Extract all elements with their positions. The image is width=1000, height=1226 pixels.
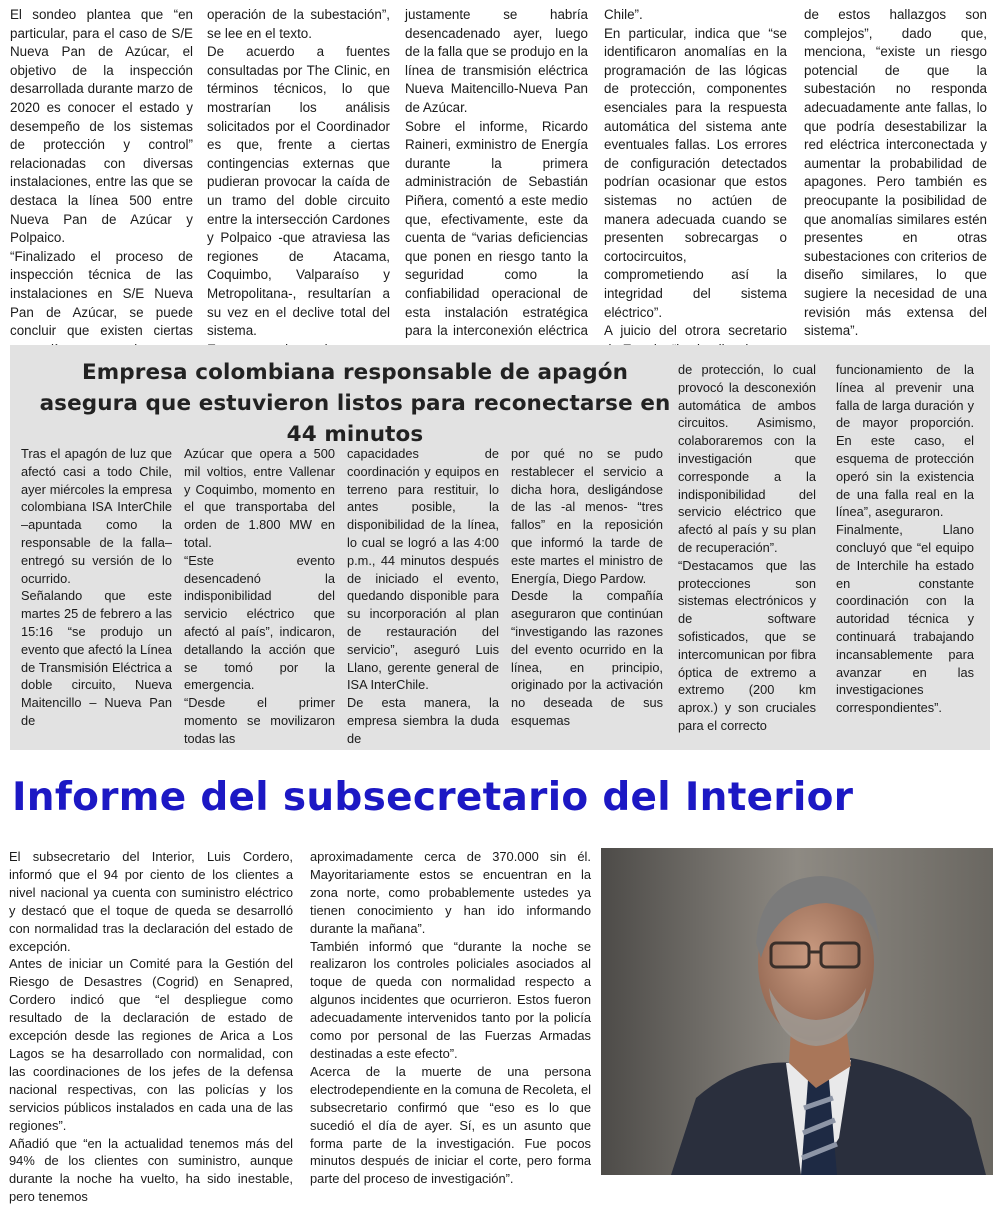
- paragraph: “Finalizado el proceso de inspección técnica de las instalaciones en S/E Nueva Pan de Azúcar, se puede concluir que existen ciertas: [10, 248, 193, 339]
- paragraph: Tras el apagón de luz que afectó casi a todo Chile, ayer miércoles la empresa colombiana ISA InterChile –apuntada como la responsable de la falla– entregó su versión de lo ocurrido.: [21, 446, 172, 586]
- paragraph: de protección, lo cual provocó la desconexión automática de ambos circuitos. Asimismo, colaboraremos con la investigación que corresponde a la indisponibilidad del servicio eléctrico que afectó al país y su plan de recuperación”.: [678, 362, 816, 555]
- box-article: [10, 345, 990, 750]
- paragraph: Desde la compañía aseguraron que continúan “investigando las razones del evento ocurrido en la línea, en principio, originado por la activación no deseada de sus esquemas: [511, 588, 663, 728]
- box-article-column-5: [678, 361, 816, 735]
- box-article-column-2: [184, 445, 335, 748]
- paragraph: En particular, indica que “se identificaron anomalías en la programación de las lógicas de protección, componentes esenciales para la respuesta automática del sistema ante eventuales fallas. Los errores de configuración detectados podrían ocasionar que estos sistemas no actúen de manera adecuada cuando se presenten sobrecargas o cortocircuitos, comprometiendo así la integridad del sistema eléctrico”.: [604, 25, 787, 320]
- paragraph: De acuerdo a fuentes consultadas por The Clinic, en términos técnicos, lo que mostrarían los análisis solicitados por el Coordinador es que, frente a ciertas contingencias externas que pudieran provocar la caída de un tramo del doble circuito entre la intersección Cardones y Polpaico -que atraviesa las regiones de Atacama, Coquimbo, Valparaíso y Metropolitana-, resultarían a su vez en el declive total del sistema.: [207, 44, 390, 339]
- portrait-photo: [601, 848, 993, 1175]
- paragraph: De esta manera, la empresa siembra la duda de: [347, 695, 499, 746]
- paragraph: El subsecretario del Interior, Luis Cordero, informó que el 94 por ciento de los clientes a nivel nacional ya cuenta con suministro eléctrico y destacó que el toque de queda se desarrolló con normalidad tras la declaración del estado de excepción.: [9, 849, 293, 954]
- paragraph: También informó que “durante la noche se realizaron los controles policiales asociados al toque de queda con normalidad respecto a algunos incidentes que ocurrieron. Estos fueron adecuadamente intervenidos tanto por la policía como por personal de las Fuerzas Armadas destinadas a este efecto”.: [310, 938, 591, 1061]
- top-article-column-1: [10, 6, 193, 378]
- top-article-column-4: [604, 6, 787, 359]
- paragraph: por qué no se pudo restablecer el servicio a dicha hora, desligándose de las -al menos- “tres fallos” en la reposición que informó la tarde de este martes el ministro de Energía, Diego Pardow.: [511, 446, 663, 586]
- paragraph: El sondeo plantea que “en particular, para el caso de S/E Nueva Pan de Azúcar, el objetivo de la inspección desarrollada durante marzo de 2020 es conocer el estado y desempeño de los sistemas de protección y control” relacionadas con diversas instalaciones, entre las que se destaca la línea 500 entre Nueva Pan de Azúcar y Polpaico.: [10, 7, 193, 246]
- paragraph: de estos hallazgos son complejos”, dado que, menciona, “existe un riesgo potencial de que la subestación no responda adecuadamente ante fallas, lo que podría desestabilizar la red eléctrica interconectada y aumentar la probabilidad de apagones. Pero también es preocupante la posibilidad de que anomalías similares estén presentes en otras subestaciones con criterios de diseño similares, lo que sugiere la necesidad de una revisión más extensa del sistema”.: [804, 7, 987, 339]
- portrait-illustration: [601, 848, 993, 1175]
- paragraph: Chile”.: [604, 7, 643, 22]
- paragraph: “Este evento desencadenó la indisponibilidad del servicio eléctrico que afectó al país”, indicaron, detallando la acción que se tomó por la emergencia.: [184, 552, 335, 693]
- paragraph: operación de la subestación”, se lee en el texto.: [207, 7, 390, 41]
- box-article-column-1: [21, 445, 172, 730]
- top-article-column-3: [405, 6, 588, 359]
- paragraph: Acerca de la muerte de una persona electrodependiente en la comuna de Recoleta, el subsecretario confirmó que “eso es lo que sucedió el día de ayer. Sí, es un asunto que forma parte de la investigación. Fue pocos minutos después de iniciar el corte, pero forma parte del proceso de investigación”.: [310, 1063, 591, 1187]
- box-article-column-6: [836, 361, 974, 717]
- bottom-article-column-2: [310, 848, 591, 1188]
- box-article-headline: Empresa colombiana responsable de apagón asegura que estuvieron listos para reconectarse en 44 minutos: [39, 360, 671, 447]
- box-article-column-4: [511, 445, 663, 730]
- box-article-column-3: [347, 445, 499, 748]
- paragraph: Añadió que “en la actualidad tenemos más del 94% de los clientes con suministro, aunque durante la noche ha vuelto, ha sido inestable, pero tenemos: [9, 1135, 293, 1205]
- paragraph: Señalando que este martes 25 de febrero a las 15:16 “se produjo un evento que afectó la Línea de Transmisión Eléctrica a doble circuito, Nueva Maitencillo – Nueva Pan de: [21, 588, 172, 728]
- bottom-article-column-1: [9, 848, 293, 1206]
- top-article-column-2: [207, 6, 390, 359]
- paragraph: capacidades de coordinación y equipos en terreno para restituir, lo antes posible, la disponibilidad de la línea, lo cual se logró a las 4:00 p.m., 44 minutos después de iniciado el evento, quedando disponible para su incorporación al plan de restauración del servicio”, aseguró Luis Llano, gerente general de ISA InterChile.: [347, 446, 499, 693]
- paragraph: “Destacamos que las protecciones son sistemas electrónicos y de software sofisticados, que se intercomunican por fibra óptica de extremo a extremo (200 km aprox.) y son cruciales para el correcto: [678, 557, 816, 733]
- paragraph: A juicio del otrora secretario: [604, 323, 787, 339]
- paragraph: Antes de iniciar un Comité para la Gestión del Riesgo de Desastres (Cogrid) en Senapred, Cordero indicó que “el despliegue como resultado de la declaración de estado de excepción desde las regiones de Arica a Los Lagos se ha desarrollado con normalidad, con las coordinaciones de los jefes de la defensa nacional respectivas, con las policías y los servicios públicos instalados en cada una de las regiones”.: [9, 956, 293, 1133]
- paragraph: aproximadamente cerca de 370.000 sin él. Mayoritariamente estos se encuentran en la zona norte, como probablemente ustedes ya tienen conocimiento y han ido informando durante la mañana”.: [310, 849, 591, 936]
- section-title: Informe del subsecretario del Interior: [12, 775, 854, 820]
- paragraph: “Desde el primer momento se movilizaron todas las: [184, 695, 335, 746]
- paragraph: Sobre el informe, Ricardo Raineri, exministro de Energía durante la primera administración de Sebastián Piñera, comentó a este medio que, efectivamente, este da cuenta de “varias deficiencias que ponen en riesgo tanto la seguridad como la confiabilidad operacional de esta instalación estratégica para la interconexión eléctrica: [405, 118, 588, 339]
- paragraph: Finalmente, Llano concluyó que “el equipo de Interchile ha estado en constante coordinación con la autoridad técnica y continuará trabajando incansablemente para avanzar en las investigaciones correspondientes”.: [836, 522, 974, 716]
- top-article-column-5: [804, 6, 987, 341]
- paragraph: Azúcar que opera a 500 mil voltios, entre Vallenar y Coquimbo, momento en el que transportaba del orden de 1.800 MW en total.: [184, 446, 335, 550]
- paragraph: funcionamiento de la línea al prevenir una falla de larga duración y de mayor proporción. En este caso, el esquema de protección operó sin la existencia de una falla real en la línea”, aseguraron.: [836, 362, 974, 520]
- paragraph: justamente se habría desencadenado ayer, luego de la falla que se produjo en la línea de transmisión eléctrica Nueva Maitencillo-Nueva Pan de Azúcar.: [405, 7, 588, 115]
